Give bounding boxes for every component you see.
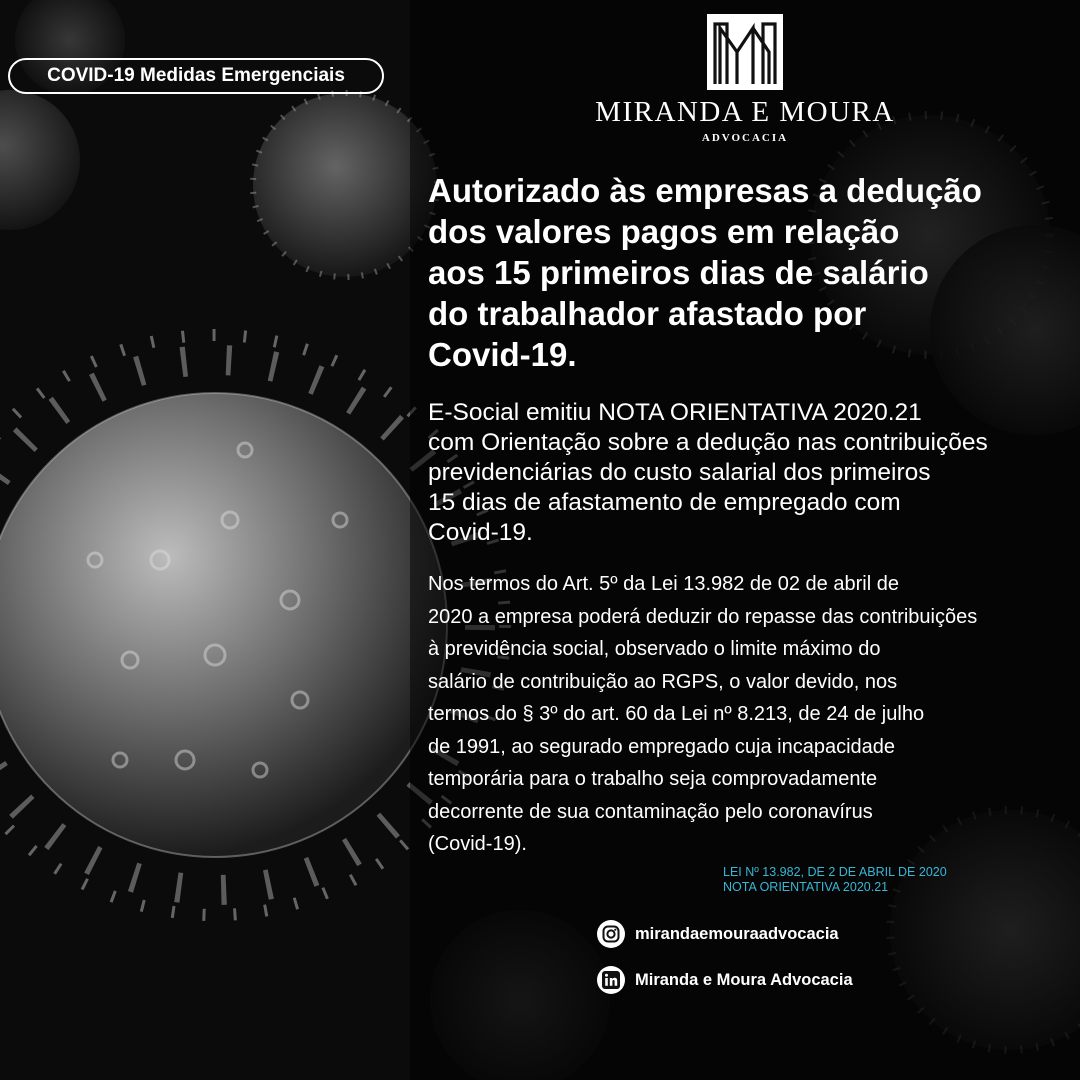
reference-line: LEI Nº 13.982, DE 2 DE ABRIL DE 2020 <box>723 865 947 879</box>
body-line: 2020 a empresa poderá deduzir do repasse das contribuições <box>428 605 978 628</box>
linkedin-label: Miranda e Moura Advocacia <box>635 970 853 989</box>
body-line: à previdência social, observado o limite máximo do <box>428 638 881 660</box>
body-line: salário de contribuição ao RGPS, o valor devido, nos <box>428 670 898 693</box>
linkedin-profile[interactable] <box>597 965 853 995</box>
instagram-icon <box>597 920 625 948</box>
body-line: de 1991, ao segurado empregado cuja incapacidade <box>428 735 896 758</box>
headline-line: aos 15 primeiros dias de salário <box>428 254 929 291</box>
logo-subtitle: ADVOCACIA <box>701 132 789 144</box>
topic-badge: COVID-19 Medidas Emergenciais <box>8 58 384 94</box>
company-logo <box>560 14 930 144</box>
headline-line: Autorizado às empresas a dedução <box>428 172 982 209</box>
headline-line: dos valores pagos em relação <box>428 213 900 250</box>
body-line: termos do § 3º do art. 60 da Lei nº 8.213, de 24 de julho <box>428 703 925 725</box>
lead-paragraph <box>428 398 1078 548</box>
lead-line: Covid-19. <box>428 519 533 546</box>
body-line: (Covid-19). <box>428 833 527 855</box>
linkedin-icon <box>597 966 625 994</box>
lead-line: E-Social emitiu NOTA ORIENTATIVA 2020.21 <box>428 399 922 426</box>
body-paragraph <box>428 568 1078 861</box>
instagram-handle[interactable] <box>597 919 839 949</box>
logo-name: MIRANDA E MOURA <box>595 96 895 128</box>
headline-line: Covid-19. <box>428 336 577 373</box>
body-line: decorrente de sua contaminação pelo coronavírus <box>428 800 873 823</box>
body-line: Nos termos do Art. 5º da Lei 13.982 de 02 de abril de <box>428 573 899 595</box>
lead-line: previdenciárias do custo salarial dos primeiros <box>428 459 931 486</box>
reference-line: NOTA ORIENTATIVA 2020.21 <box>723 880 889 894</box>
logo-mark-icon <box>707 14 783 90</box>
headline <box>428 170 1068 375</box>
body-line: temporária para o trabalho seja comprovadamente <box>428 768 878 790</box>
legal-references <box>723 865 947 895</box>
lead-line: 15 dias de afastamento de empregado com <box>428 489 901 516</box>
lead-line: com Orientação sobre a dedução nas contribuições <box>428 429 988 456</box>
instagram-label: mirandaemouraadvocacia <box>635 924 839 943</box>
headline-line: do trabalhador afastado por <box>428 295 867 332</box>
